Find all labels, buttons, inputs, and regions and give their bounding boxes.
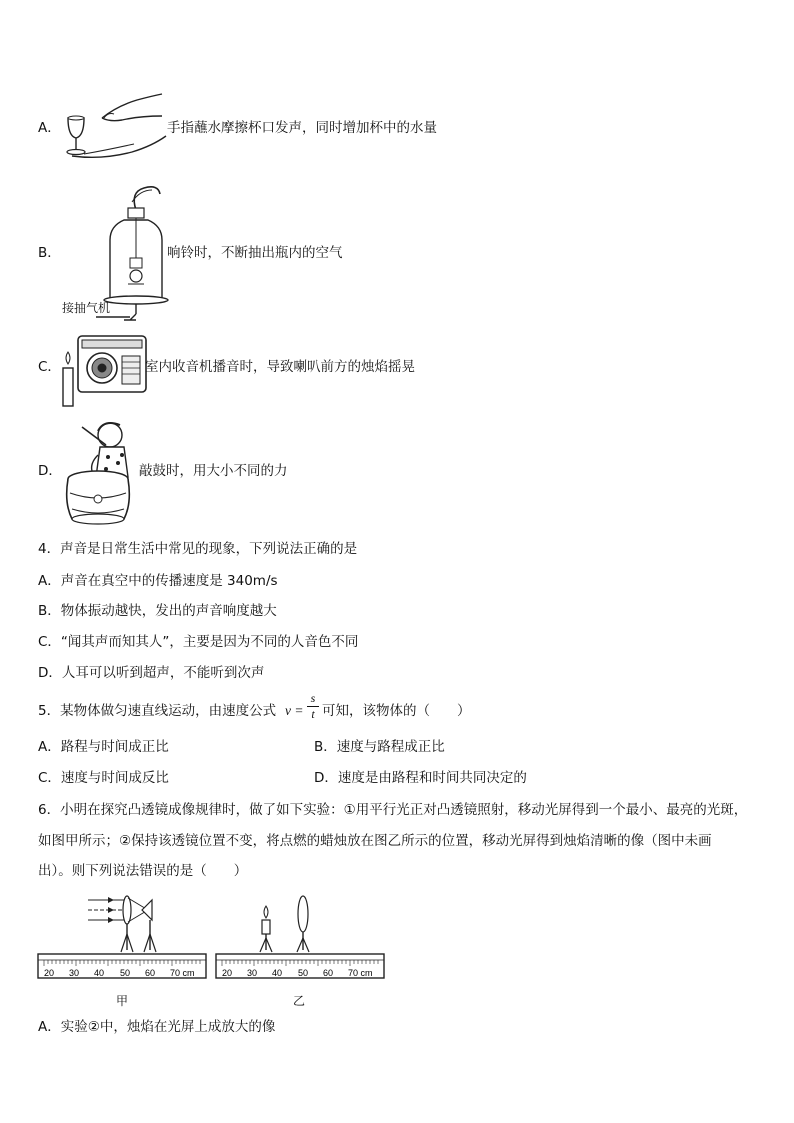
ruler-tick-20: 20 bbox=[44, 968, 55, 978]
ruler-tick-70: 70 cm bbox=[170, 968, 195, 978]
option-c: C．“闻其声而知其人”，主要是因为不同的人音色不同 bbox=[38, 634, 359, 650]
formula-fraction bbox=[307, 692, 319, 721]
question-line-1: 6．小明在探究凸透镜成像规律时，做了如下实验：①用平行光正对凸透镜照射，移动光屏得到一个最小、最亮的光斑， bbox=[38, 802, 748, 818]
ruler-tick-50: 50 bbox=[120, 968, 131, 978]
ruler-tick-20: 20 bbox=[222, 968, 233, 978]
option-text: 手指蘸水摩擦杯口发声，同时增加杯中的水量 bbox=[167, 120, 437, 136]
formula-lhs: v = bbox=[285, 703, 304, 718]
question-stem-after: 可知，该物体的（ ） bbox=[322, 703, 471, 719]
bell-jar-icon bbox=[100, 180, 170, 325]
ruler-tick-70: 70 cm bbox=[348, 968, 373, 978]
option-letter: A． bbox=[38, 120, 61, 136]
option-letter: B． bbox=[38, 245, 61, 261]
question-stem: 4．声音是日常生活中常见的现象，下列说法正确的是 bbox=[38, 541, 358, 557]
ruler-tick-30: 30 bbox=[247, 968, 258, 978]
option-b: B．速度与路程成正比 bbox=[314, 739, 445, 755]
figure-yi-caption: 乙 bbox=[293, 994, 306, 1008]
option-letter: C． bbox=[38, 359, 61, 375]
ruler-tick-30: 30 bbox=[69, 968, 80, 978]
ruler-tick-40: 40 bbox=[94, 968, 105, 978]
question-line-2: 如图甲所示；②保持该透镜位置不变，将点燃的蜡烛放在图乙所示的位置，移动光屏得到烛焰清晰的像（图中未画 bbox=[38, 833, 712, 849]
option-a: A．路程与时间成正比 bbox=[38, 739, 169, 755]
pump-tube-icon bbox=[94, 312, 134, 322]
wine-glass-hand-icon bbox=[62, 88, 167, 163]
question-line-3: 出）。则下列说法错误的是（ ） bbox=[38, 863, 248, 879]
figure-yi-optical-bench bbox=[214, 890, 386, 990]
option-text: 室内收音机播音时，导致喇叭前方的烛焰摇晃 bbox=[145, 359, 415, 375]
option-b: B．物体振动越快，发出的声音响度越大 bbox=[38, 603, 277, 619]
option-letter: D． bbox=[38, 463, 62, 479]
option-a: A．实验②中，烛焰在光屏上成放大的像 bbox=[38, 1019, 276, 1035]
question-stem-before: 5．某物体做匀速直线运动，由速度公式 bbox=[38, 703, 277, 719]
figure-jia-optical-bench bbox=[36, 890, 208, 990]
option-c: C．速度与时间成反比 bbox=[38, 770, 169, 786]
drummer-icon bbox=[62, 415, 142, 533]
ruler-tick-40: 40 bbox=[272, 968, 283, 978]
formula-denominator: t bbox=[311, 707, 315, 721]
ruler-tick-50: 50 bbox=[298, 968, 309, 978]
ruler-tick-60: 60 bbox=[145, 968, 156, 978]
pump-label: 接抽气机 bbox=[62, 301, 111, 315]
option-d: D．人耳可以听到超声，不能听到次声 bbox=[38, 665, 265, 681]
formula-numerator: s bbox=[310, 691, 316, 705]
ruler-tick-60: 60 bbox=[323, 968, 334, 978]
option-text: 响铃时，不断抽出瓶内的空气 bbox=[167, 245, 343, 261]
option-text: 敲鼓时，用大小不同的力 bbox=[139, 463, 288, 479]
figure-jia-caption: 甲 bbox=[116, 994, 129, 1008]
option-d: D．速度是由路程和时间共同决定的 bbox=[314, 770, 527, 786]
option-a: A．声音在真空中的传播速度是 340m/s bbox=[38, 573, 278, 589]
radio-candle-icon bbox=[58, 328, 150, 410]
